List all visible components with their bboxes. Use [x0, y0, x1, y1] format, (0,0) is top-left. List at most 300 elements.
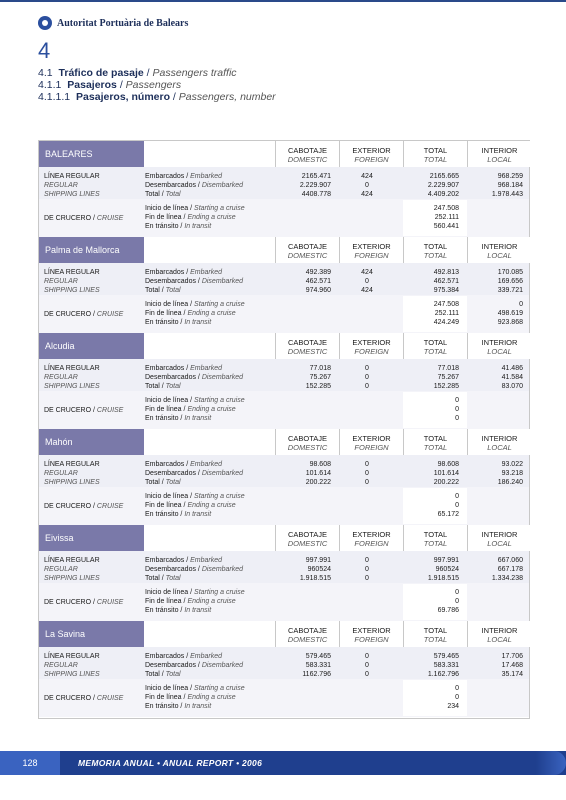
- cruise-value-column: [403, 300, 459, 327]
- value-cell: 2.229.907: [427, 182, 459, 189]
- column-header: [467, 141, 531, 167]
- column-header-en: FOREIGN: [354, 635, 389, 644]
- column-header-es: EXTERIOR: [352, 626, 391, 635]
- row-label-en: In transit: [184, 511, 212, 518]
- cruise-label-en: CRUISE: [96, 407, 124, 414]
- row-label-es: Desembarcados: [145, 470, 196, 477]
- value-cell: 583.331: [433, 662, 459, 669]
- heading-number: 4.1: [38, 67, 53, 79]
- value-cell: 0: [365, 662, 369, 669]
- column-header-en: FOREIGN: [354, 155, 389, 164]
- value-cell: 974.960: [305, 287, 331, 294]
- row-label-es: Total: [145, 191, 160, 198]
- value-cell: 0: [365, 365, 369, 372]
- value-cell: 152.285: [305, 383, 331, 390]
- row-label-en: Total: [165, 575, 181, 582]
- row-label-en: Starting a cruise: [194, 589, 245, 596]
- column-header-en: DOMESTIC: [287, 539, 328, 548]
- column-header: [403, 141, 467, 167]
- row-label-es: Fin de línea: [145, 694, 182, 701]
- row-label: Total / Total: [145, 191, 181, 198]
- column-header: [403, 429, 467, 455]
- row-label-es: En tránsito: [145, 703, 179, 710]
- column-header: [467, 429, 531, 455]
- footer-bar: [0, 751, 566, 775]
- value-cell: 247.508: [433, 205, 459, 212]
- cruise-label-es: DE CRUCERO: [44, 599, 92, 606]
- value-cell: 997.991: [305, 557, 331, 564]
- column-header-en: FOREIGN: [354, 347, 389, 356]
- value-column: [403, 268, 459, 295]
- row-label-en: Starting a cruise: [194, 397, 245, 404]
- column-header-es: CABOTAJE: [287, 434, 328, 443]
- column-header-es: EXTERIOR: [352, 338, 391, 347]
- value-cell: 200.222: [433, 479, 459, 486]
- value-column: [467, 652, 523, 679]
- chapter-number: 4: [38, 38, 51, 63]
- value-cell: 462.571: [433, 278, 459, 285]
- value-cell: 560.441: [433, 223, 459, 230]
- row-label-es: Total: [145, 287, 160, 294]
- value-cell: 170.085: [497, 269, 523, 276]
- row-label-en: Total: [165, 671, 181, 678]
- value-cell: 0: [455, 694, 459, 701]
- row-label: Embarcados / Embarked: [145, 269, 223, 276]
- value-cell: 1.334.238: [491, 575, 523, 582]
- column-header-en: TOTAL: [423, 635, 448, 644]
- row-label-es: En tránsito: [145, 319, 179, 326]
- column-header-es: INTERIOR: [481, 434, 518, 443]
- column-header: [275, 141, 339, 167]
- row-label-es: Embarcados: [145, 173, 185, 180]
- column-header: [467, 621, 531, 647]
- cruise-value-column: [403, 204, 459, 231]
- value-cell: 101.614: [305, 470, 331, 477]
- row-label-es: Embarcados: [145, 461, 185, 468]
- row-label-en: In transit: [184, 607, 212, 614]
- column-header: [275, 525, 339, 551]
- value-cell: 968.259: [497, 173, 523, 180]
- value-cell: 0: [365, 470, 369, 477]
- regular-lines-rows: [145, 556, 243, 583]
- value-cell: 83.070: [501, 383, 523, 390]
- organization-header: [38, 16, 188, 30]
- row-label-es: Embarcados: [145, 365, 185, 372]
- port-block: [39, 525, 529, 621]
- row-label-en: Starting a cruise: [194, 493, 245, 500]
- heading-2: 4.1.1 Pasajeros / Passengers: [38, 79, 182, 91]
- row-label-es: Inicio de línea: [145, 397, 189, 404]
- value-cell: 69.786: [437, 607, 459, 614]
- row-label-en: Disembarked: [201, 374, 244, 381]
- column-header-es: EXTERIOR: [352, 530, 391, 539]
- column-header-en: TOTAL: [423, 251, 448, 260]
- value-cell: 0: [455, 502, 459, 509]
- heading-spanish: Pasajeros, número: [76, 91, 171, 103]
- row-label: Fin de línea / Ending a cruise: [145, 406, 236, 413]
- column-header-es: INTERIOR: [481, 626, 518, 635]
- column-header-es: EXTERIOR: [352, 242, 391, 251]
- row-label-es: Embarcados: [145, 557, 185, 564]
- value-cell: 975.384: [433, 287, 459, 294]
- cruise-rows: [145, 300, 245, 327]
- value-column: [467, 556, 523, 583]
- regular-lines-en2: SHIPPING LINES: [44, 671, 100, 678]
- row-label: Embarcados / Embarked: [145, 173, 223, 180]
- row-label: Total / Total: [145, 287, 181, 294]
- heading-number: 4.1.1.1: [38, 91, 71, 103]
- value-column: [403, 652, 459, 679]
- row-label-en: Disembarked: [201, 470, 244, 477]
- value-column: [403, 460, 459, 487]
- column-header-es: CABOTAJE: [287, 338, 328, 347]
- regular-lines-es: LÍNEA REGULAR: [44, 365, 100, 372]
- regular-lines-rows: [145, 268, 243, 295]
- value-cell: 492.389: [305, 269, 331, 276]
- row-label: Inicio de línea / Starting a cruise: [145, 685, 245, 692]
- value-cell: 0: [365, 671, 369, 678]
- value-cell: 0: [365, 566, 369, 573]
- column-header-en: FOREIGN: [354, 251, 389, 260]
- value-cell: 4408.778: [301, 191, 331, 198]
- row-label: Fin de línea / Ending a cruise: [145, 214, 236, 221]
- row-label: En tránsito / In transit: [145, 415, 212, 422]
- row-label-es: Inicio de línea: [145, 205, 189, 212]
- row-label-en: Embarked: [190, 653, 223, 660]
- column-header-en: DOMESTIC: [287, 251, 328, 260]
- column-header: [275, 333, 339, 359]
- regular-lines-en2: SHIPPING LINES: [44, 287, 100, 294]
- organization-name: Autoritat Portuària de Balears: [57, 17, 189, 29]
- value-cell: 997.991: [433, 557, 459, 564]
- value-column: [275, 364, 331, 391]
- row-label-es: Fin de línea: [145, 310, 182, 317]
- port-authority-logo-icon: [38, 16, 52, 30]
- value-cell: 424: [361, 287, 373, 294]
- column-header-es: TOTAL: [423, 242, 448, 251]
- row-label: Desembarcados / Disembarked: [145, 662, 244, 669]
- value-column: [275, 460, 331, 487]
- regular-lines-rows: [145, 652, 243, 679]
- row-label-es: En tránsito: [145, 415, 179, 422]
- column-header: [403, 621, 467, 647]
- value-cell: 169.656: [497, 278, 523, 285]
- row-label: En tránsito / In transit: [145, 607, 212, 614]
- value-cell: 93.218: [501, 470, 523, 477]
- value-cell: 579.465: [433, 653, 459, 660]
- column-header: [467, 237, 531, 263]
- value-column: [339, 556, 395, 583]
- row-label: Embarcados / Embarked: [145, 365, 223, 372]
- port-name: Palma de Mallorca: [39, 237, 144, 263]
- value-cell: 41.584: [501, 374, 523, 381]
- value-cell: 1.978.443: [491, 191, 523, 198]
- regular-lines-rows: [145, 364, 243, 391]
- value-cell: 93.022: [501, 461, 523, 468]
- column-header-en: LOCAL: [487, 347, 512, 356]
- value-cell: 0: [365, 557, 369, 564]
- row-label-en: Embarked: [190, 461, 223, 468]
- value-column: [339, 364, 395, 391]
- row-label-es: Inicio de línea: [145, 301, 189, 308]
- row-label-es: En tránsito: [145, 607, 179, 614]
- value-cell: 4.409.202: [427, 191, 459, 198]
- value-cell: 17.468: [501, 662, 523, 669]
- page-number: 128: [0, 751, 60, 775]
- column-header-es: INTERIOR: [481, 242, 518, 251]
- row-label-es: En tránsito: [145, 223, 179, 230]
- row-label: Inicio de línea / Starting a cruise: [145, 301, 245, 308]
- value-cell: 667.060: [497, 557, 523, 564]
- cruise-label-en: CRUISE: [96, 503, 124, 510]
- heading-3: 4.1.1.1 Pasajeros, número / Passengers, number: [38, 91, 276, 103]
- port-name: La Savina: [39, 621, 144, 647]
- cruise-rows: [145, 396, 245, 423]
- row-label-en: Embarked: [190, 557, 223, 564]
- row-label-es: Embarcados: [145, 269, 185, 276]
- regular-lines-en: REGULAR: [44, 470, 78, 477]
- cruise-value-column: [467, 300, 523, 327]
- value-cell: 1162.796: [302, 671, 331, 678]
- row-label: Fin de línea / Ending a cruise: [145, 694, 236, 701]
- regular-lines-en2: SHIPPING LINES: [44, 575, 100, 582]
- port-block: [39, 429, 529, 525]
- cruise-label-en: CRUISE: [96, 311, 124, 318]
- value-cell: 424: [361, 269, 373, 276]
- value-column: [403, 364, 459, 391]
- cruise-label-en: CRUISE: [96, 695, 124, 702]
- regular-lines-label: [44, 556, 100, 583]
- regular-lines-es: LÍNEA REGULAR: [44, 557, 100, 564]
- column-header-en: TOTAL: [423, 443, 448, 452]
- value-column: [339, 268, 395, 295]
- row-label-es: Inicio de línea: [145, 589, 189, 596]
- value-cell: 0: [365, 278, 369, 285]
- value-cell: 98.608: [309, 461, 331, 468]
- passengers-table: [38, 140, 530, 719]
- heading-english: Passengers, number: [178, 91, 276, 103]
- cruise-label-es: DE CRUCERO: [44, 407, 92, 414]
- column-header-en: DOMESTIC: [287, 443, 328, 452]
- row-label-es: Fin de línea: [145, 502, 182, 509]
- row-label: Total / Total: [145, 575, 181, 582]
- cruise-label: DE CRUCERO / CRUISE: [44, 503, 124, 510]
- column-header-en: LOCAL: [487, 443, 512, 452]
- value-cell: 960524: [307, 566, 331, 573]
- value-column: [467, 364, 523, 391]
- row-label-es: Desembarcados: [145, 566, 196, 573]
- row-label-en: Ending a cruise: [187, 310, 236, 317]
- row-label: En tránsito / In transit: [145, 319, 212, 326]
- column-header: [339, 525, 403, 551]
- row-label: Embarcados / Embarked: [145, 557, 223, 564]
- value-cell: 667.178: [497, 566, 523, 573]
- value-cell: 1.162.796: [427, 671, 459, 678]
- row-label-es: En tránsito: [145, 511, 179, 518]
- column-header: [339, 621, 403, 647]
- value-cell: 41.486: [501, 365, 523, 372]
- value-cell: 234: [447, 703, 459, 710]
- value-column: [275, 652, 331, 679]
- column-header-en: TOTAL: [423, 347, 448, 356]
- port-block: [39, 237, 529, 333]
- value-column: [467, 172, 523, 199]
- row-label: Embarcados / Embarked: [145, 653, 223, 660]
- value-cell: 0: [365, 575, 369, 582]
- value-cell: 2.229.907: [299, 182, 331, 189]
- cruise-label: DE CRUCERO / CRUISE: [44, 407, 124, 414]
- row-label: En tránsito / In transit: [145, 223, 212, 230]
- row-label-es: Desembarcados: [145, 374, 196, 381]
- regular-lines-en: REGULAR: [44, 182, 78, 189]
- column-header-en: FOREIGN: [354, 539, 389, 548]
- row-label-en: Ending a cruise: [187, 502, 236, 509]
- row-label: Inicio de línea / Starting a cruise: [145, 589, 245, 596]
- cruise-rows: [145, 492, 245, 519]
- column-header-es: CABOTAJE: [287, 530, 328, 539]
- value-cell: 579.465: [305, 653, 331, 660]
- port-name: Alcudia: [39, 333, 144, 359]
- cruise-value-column: [403, 588, 459, 615]
- cruise-label-es: DE CRUCERO: [44, 695, 92, 702]
- heading-english: Passengers: [125, 79, 182, 91]
- value-cell: 0: [455, 589, 459, 596]
- value-column: [339, 460, 395, 487]
- regular-lines-label: [44, 652, 100, 679]
- row-label-es: Total: [145, 383, 160, 390]
- value-cell: 960524: [435, 566, 459, 573]
- column-header-en: LOCAL: [487, 539, 512, 548]
- cruise-rows: [145, 588, 245, 615]
- row-label-en: Ending a cruise: [187, 598, 236, 605]
- regular-lines-label: [44, 364, 100, 391]
- regular-lines-en2: SHIPPING LINES: [44, 383, 100, 390]
- top-rule: [0, 0, 566, 2]
- value-cell: 0: [455, 685, 459, 692]
- row-label-es: Total: [145, 479, 160, 486]
- column-header-es: TOTAL: [423, 530, 448, 539]
- cruise-label: DE CRUCERO / CRUISE: [44, 599, 124, 606]
- column-header-es: EXTERIOR: [352, 434, 391, 443]
- column-header-es: CABOTAJE: [287, 242, 328, 251]
- regular-lines-en: REGULAR: [44, 374, 78, 381]
- row-label: Total / Total: [145, 479, 181, 486]
- heading-english: Passengers traffic: [152, 67, 237, 79]
- row-label-en: Disembarked: [201, 566, 244, 573]
- value-cell: 0: [365, 653, 369, 660]
- value-cell: 462.571: [305, 278, 331, 285]
- row-label-es: Total: [145, 575, 160, 582]
- column-header-es: CABOTAJE: [287, 146, 328, 155]
- row-label-en: Embarked: [190, 365, 223, 372]
- regular-lines-es: LÍNEA REGULAR: [44, 653, 100, 660]
- cruise-label: DE CRUCERO / CRUISE: [44, 311, 124, 318]
- cruise-label-es: DE CRUCERO: [44, 215, 92, 222]
- row-label-en: Starting a cruise: [194, 301, 245, 308]
- row-label: Fin de línea / Ending a cruise: [145, 310, 236, 317]
- value-cell: 0: [455, 598, 459, 605]
- row-label-en: Ending a cruise: [187, 406, 236, 413]
- value-cell: 200.222: [305, 479, 331, 486]
- row-label-en: Total: [165, 287, 181, 294]
- row-label-en: Disembarked: [201, 662, 244, 669]
- value-cell: 98.608: [437, 461, 459, 468]
- row-label: Embarcados / Embarked: [145, 461, 223, 468]
- port-name: Eivissa: [39, 525, 144, 551]
- row-label-en: Total: [165, 479, 181, 486]
- value-cell: 498.619: [497, 310, 523, 317]
- row-label-en: In transit: [184, 703, 212, 710]
- row-label-es: Total: [145, 671, 160, 678]
- heading-spanish: Tráfico de pasaje: [58, 67, 144, 79]
- value-cell: 252.111: [434, 310, 459, 317]
- row-label-es: Desembarcados: [145, 278, 196, 285]
- regular-lines-en2: SHIPPING LINES: [44, 479, 100, 486]
- heading-number: 4.1.1: [38, 79, 62, 91]
- row-label-en: In transit: [184, 319, 212, 326]
- cruise-rows: [145, 204, 245, 231]
- row-label-en: In transit: [184, 415, 212, 422]
- value-cell: 0: [455, 406, 459, 413]
- row-label-en: In transit: [184, 223, 212, 230]
- row-label-en: Ending a cruise: [187, 694, 236, 701]
- column-header-es: TOTAL: [423, 146, 448, 155]
- value-column: [339, 652, 395, 679]
- value-cell: 1.918.515: [299, 575, 331, 582]
- value-cell: 152.285: [433, 383, 459, 390]
- regular-lines-rows: [145, 172, 243, 199]
- cruise-label-es: DE CRUCERO: [44, 503, 92, 510]
- row-label: Total / Total: [145, 383, 181, 390]
- row-label-en: Ending a cruise: [187, 214, 236, 221]
- column-header: [275, 621, 339, 647]
- column-header: [467, 333, 531, 359]
- column-header-en: LOCAL: [487, 155, 512, 164]
- value-cell: 75.267: [437, 374, 459, 381]
- column-header-en: TOTAL: [423, 539, 448, 548]
- column-header-es: INTERIOR: [481, 338, 518, 347]
- regular-lines-label: [44, 172, 100, 199]
- row-label: Total / Total: [145, 671, 181, 678]
- row-label: Fin de línea / Ending a cruise: [145, 502, 236, 509]
- heading-1: 4.1 Tráfico de pasaje / Passengers traffic: [38, 67, 237, 79]
- row-label-en: Embarked: [190, 269, 223, 276]
- column-header: [339, 333, 403, 359]
- row-label: Fin de línea / Ending a cruise: [145, 598, 236, 605]
- value-cell: 923.868: [497, 319, 523, 326]
- value-cell: 35.174: [501, 671, 523, 678]
- column-header-en: FOREIGN: [354, 443, 389, 452]
- value-cell: 424: [361, 173, 373, 180]
- regular-lines-en: REGULAR: [44, 662, 78, 669]
- value-cell: 0: [519, 301, 523, 308]
- value-cell: 2165.471: [301, 173, 331, 180]
- regular-lines-rows: [145, 460, 243, 487]
- value-cell: 247.508: [433, 301, 459, 308]
- column-header: [339, 141, 403, 167]
- row-label-en: Embarked: [190, 173, 223, 180]
- row-label-en: Disembarked: [201, 182, 244, 189]
- column-header-es: INTERIOR: [481, 146, 518, 155]
- row-label: Desembarcados / Disembarked: [145, 470, 244, 477]
- cruise-label-en: CRUISE: [96, 215, 124, 222]
- row-label-en: Starting a cruise: [194, 685, 245, 692]
- column-header-es: CABOTAJE: [287, 626, 328, 635]
- row-label-es: Fin de línea: [145, 214, 182, 221]
- value-cell: 0: [455, 415, 459, 422]
- value-column: [403, 556, 459, 583]
- port-name: Mahón: [39, 429, 144, 455]
